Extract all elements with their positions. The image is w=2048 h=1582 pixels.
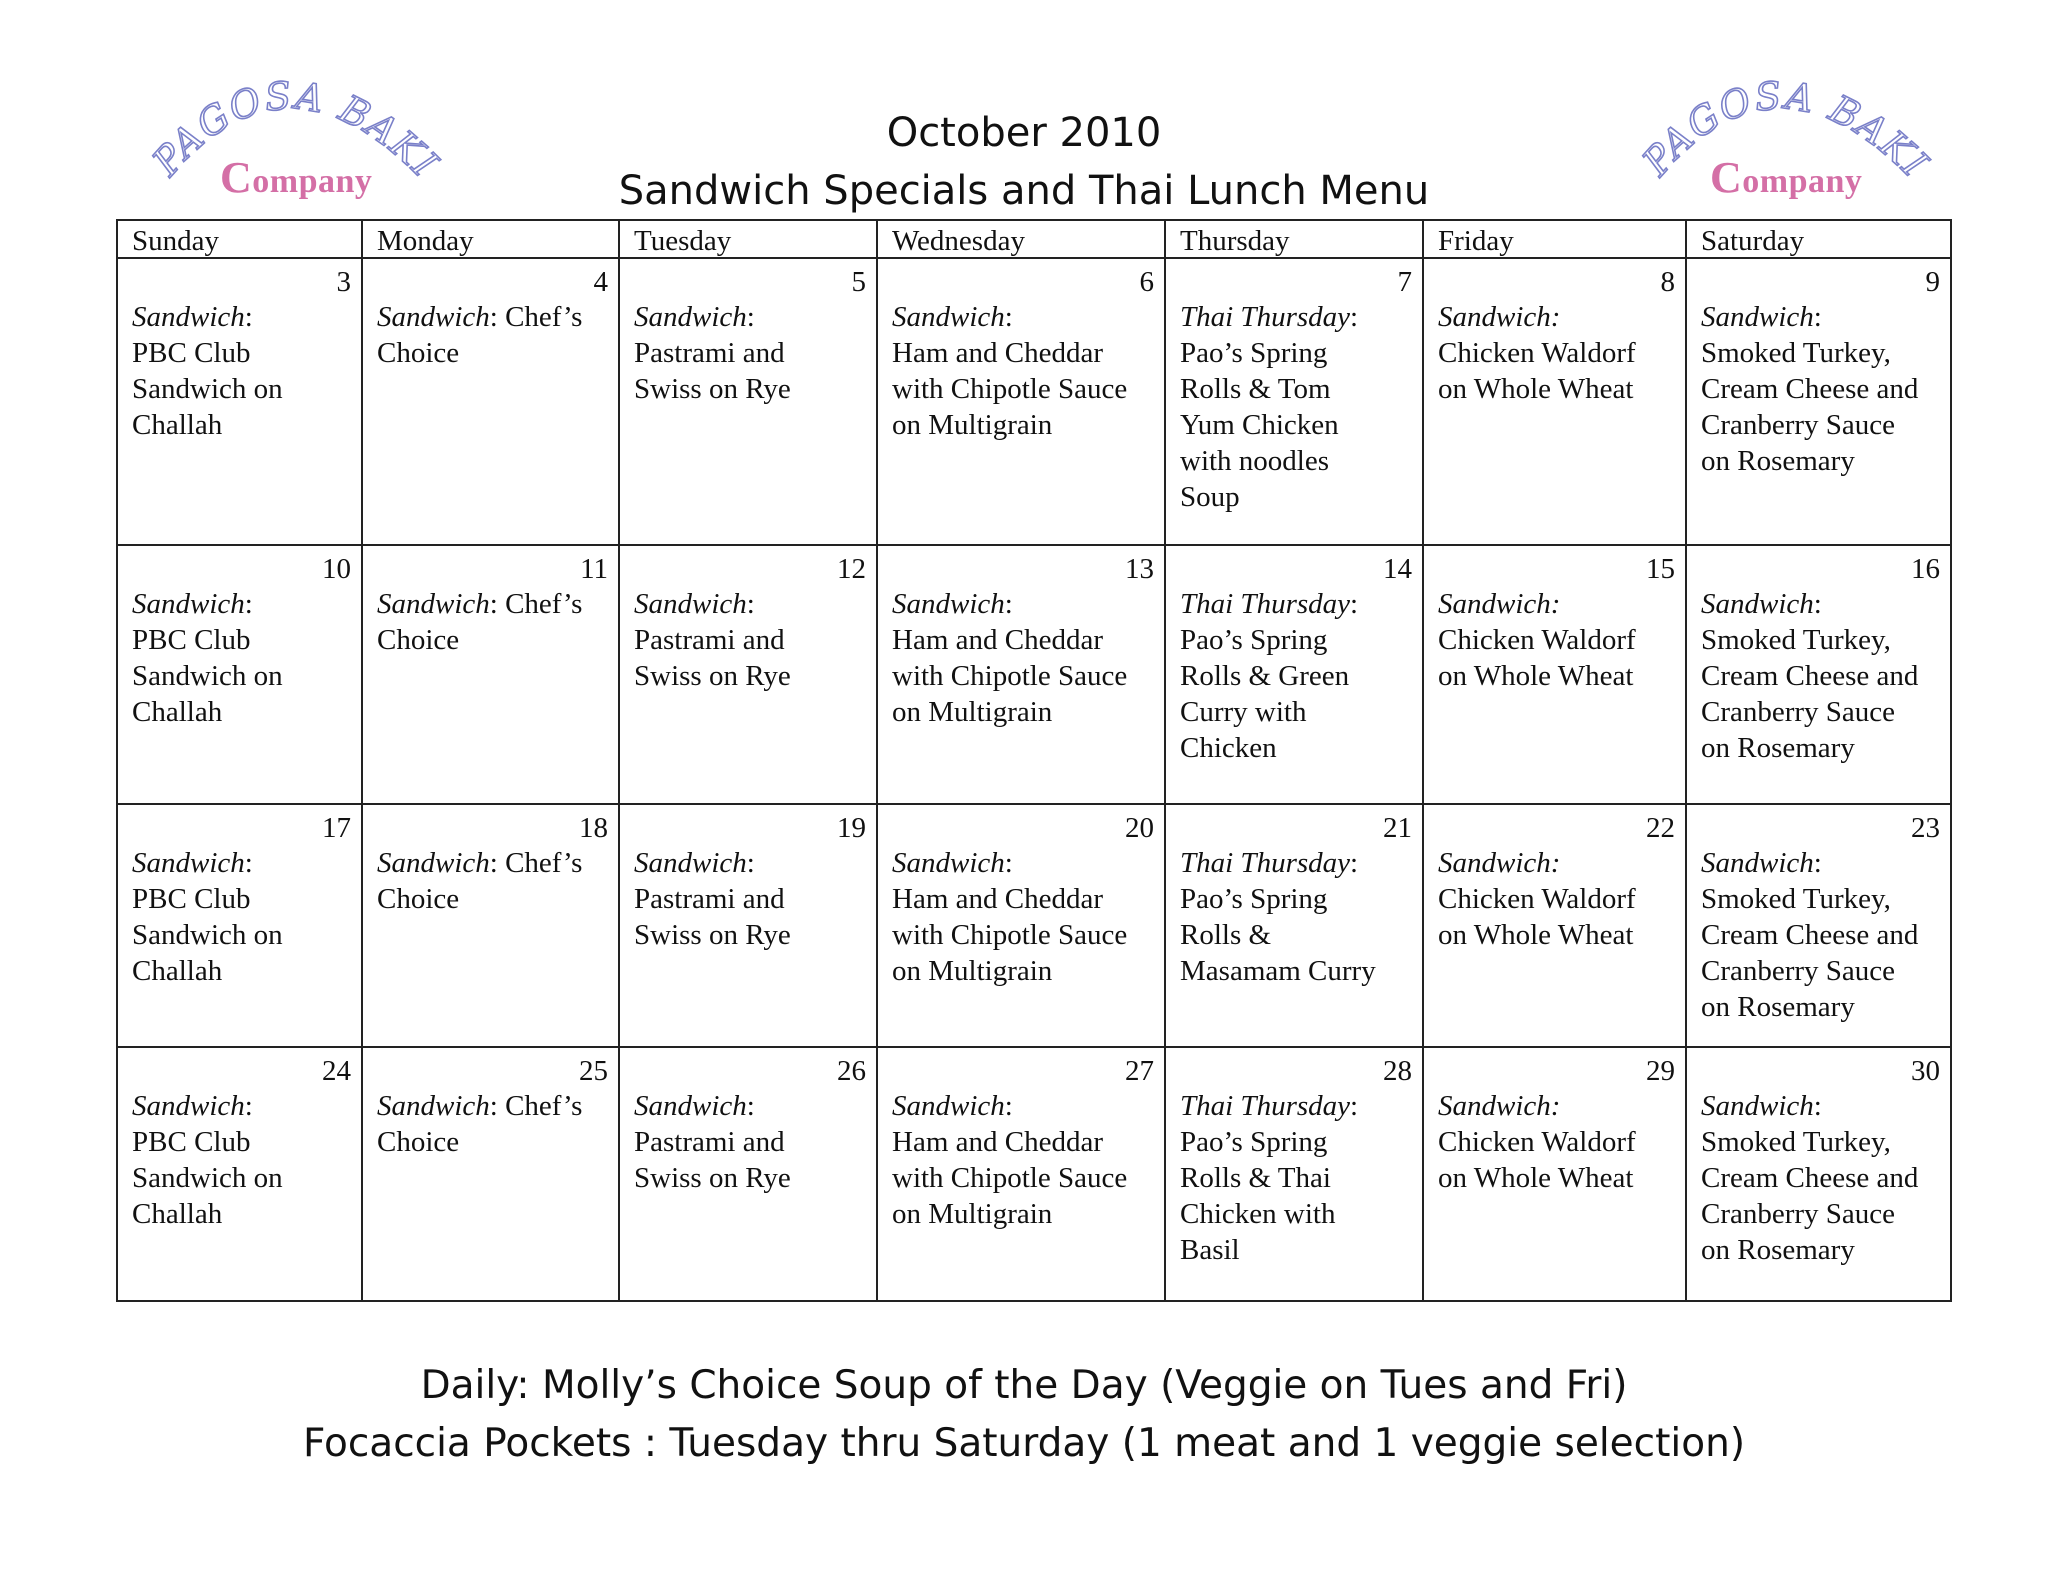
weekday-header-row bbox=[117, 220, 1951, 258]
weekday-header: Thursday bbox=[1165, 220, 1423, 258]
day-number: 7 bbox=[1397, 266, 1412, 298]
day-cell bbox=[877, 1047, 1165, 1301]
special-heading bbox=[377, 586, 608, 622]
special-description: Ham and Cheddar with Chipotle Sauce on Multigrain bbox=[892, 883, 1128, 987]
special-label-suffix: : Chef’s bbox=[489, 588, 583, 620]
special-heading bbox=[1180, 299, 1412, 335]
special-label-suffix: : bbox=[746, 847, 755, 879]
logo-company-text: Company bbox=[1710, 153, 1863, 202]
day-number: 6 bbox=[1139, 266, 1154, 298]
special-heading bbox=[132, 1088, 351, 1124]
day-cell bbox=[362, 1047, 619, 1301]
special-label-suffix: : bbox=[746, 301, 755, 333]
special-label-suffix: : bbox=[1350, 301, 1359, 333]
special-description: Choice bbox=[377, 883, 460, 915]
special-description: Pao’s Spring Rolls & Thai Chicken with Basil bbox=[1180, 1126, 1336, 1266]
special-description: Choice bbox=[377, 624, 460, 656]
day-number: 27 bbox=[1125, 1055, 1154, 1087]
special-label-suffix: : bbox=[746, 588, 755, 620]
special-description: Choice bbox=[377, 337, 460, 369]
special-description: Chicken Waldorf on Whole Wheat bbox=[1438, 624, 1636, 692]
weekday-header: Tuesday bbox=[619, 220, 877, 258]
special-description: Chicken Waldorf on Whole Wheat bbox=[1438, 337, 1636, 405]
page-subtitle: Sandwich Specials and Thai Lunch Menu bbox=[618, 168, 1430, 214]
special-label: Thai Thursday bbox=[1180, 588, 1351, 620]
special-heading bbox=[1701, 1088, 1940, 1124]
special-description: Ham and Cheddar with Chipotle Sauce on Multigrain bbox=[892, 1126, 1128, 1230]
special-description: Smoked Turkey, Cream Cheese and Cranberry Sauce on Rosemary bbox=[1701, 1126, 1919, 1266]
special-label-suffix: : bbox=[1350, 588, 1359, 620]
special-label-suffix: : Chef’s bbox=[489, 1090, 583, 1122]
day-cell bbox=[1165, 1047, 1423, 1301]
day-number: 15 bbox=[1646, 553, 1675, 585]
special-heading bbox=[634, 845, 866, 881]
special-description: Pastrami and Swiss on Rye bbox=[634, 624, 791, 692]
special-label-suffix: : bbox=[1813, 588, 1822, 620]
special-label: Sandwich bbox=[892, 847, 1005, 879]
special-label: Sandwich bbox=[377, 588, 490, 620]
day-number: 11 bbox=[580, 553, 608, 585]
special-description: Ham and Cheddar with Chipotle Sauce on Multigrain bbox=[892, 624, 1128, 728]
day-cell bbox=[117, 545, 362, 804]
special-label: Sandwich bbox=[1701, 1090, 1814, 1122]
special-description: PBC Club Sandwich on Challah bbox=[132, 1126, 283, 1230]
footer-daily-soup: Daily: Molly’s Choice Soup of the Day (Veggie on Tues and Fri) bbox=[420, 1363, 1628, 1408]
special-heading bbox=[1701, 299, 1940, 335]
special-description: Smoked Turkey, Cream Cheese and Cranberry Sauce on Rosemary bbox=[1701, 883, 1919, 1023]
special-label-suffix: : bbox=[1813, 301, 1822, 333]
special-heading bbox=[132, 845, 351, 881]
day-number: 19 bbox=[837, 812, 866, 844]
special-label-suffix: : bbox=[1350, 1090, 1359, 1122]
day-number: 4 bbox=[593, 266, 608, 298]
special-heading bbox=[892, 299, 1154, 335]
day-number: 25 bbox=[579, 1055, 608, 1087]
day-cell bbox=[362, 545, 619, 804]
special-label: Sandwich bbox=[377, 1090, 490, 1122]
day-cell bbox=[1423, 258, 1686, 545]
day-cell bbox=[117, 804, 362, 1047]
special-heading bbox=[1438, 299, 1675, 335]
special-heading bbox=[1438, 1088, 1675, 1124]
day-number: 24 bbox=[322, 1055, 351, 1087]
special-label: Sandwich bbox=[634, 588, 747, 620]
weekday-header: Saturday bbox=[1686, 220, 1951, 258]
special-label: Sandwich bbox=[377, 301, 490, 333]
special-description: Smoked Turkey, Cream Cheese and Cranberry Sauce on Rosemary bbox=[1701, 337, 1919, 477]
day-cell bbox=[877, 804, 1165, 1047]
day-cell bbox=[877, 545, 1165, 804]
day-cell bbox=[877, 258, 1165, 545]
special-label-suffix: : bbox=[244, 1090, 253, 1122]
logo-arc-text: PAGOSA BAKING bbox=[132, 25, 448, 187]
day-number: 8 bbox=[1660, 266, 1675, 298]
special-label: Sandwich bbox=[1701, 301, 1814, 333]
special-label-suffix: : bbox=[244, 588, 253, 620]
day-number: 13 bbox=[1125, 553, 1154, 585]
special-heading bbox=[634, 299, 866, 335]
special-label-suffix: : bbox=[1004, 1090, 1013, 1122]
day-cell bbox=[362, 258, 619, 545]
day-number: 28 bbox=[1383, 1055, 1412, 1087]
weekday-header: Wednesday bbox=[877, 220, 1165, 258]
special-label: Sandwich bbox=[132, 588, 245, 620]
day-cell bbox=[1686, 258, 1951, 545]
special-heading bbox=[1180, 845, 1412, 881]
week-row bbox=[117, 258, 1951, 545]
special-label-suffix: : bbox=[1813, 847, 1822, 879]
day-number: 17 bbox=[322, 812, 351, 844]
day-number: 21 bbox=[1383, 812, 1412, 844]
day-cell bbox=[1686, 804, 1951, 1047]
special-heading bbox=[634, 586, 866, 622]
special-description: Pao’s Spring Rolls & Masamam Curry bbox=[1180, 883, 1376, 987]
special-heading bbox=[892, 1088, 1154, 1124]
special-label-suffix: : bbox=[244, 847, 253, 879]
day-cell bbox=[117, 1047, 362, 1301]
special-label: Sandwich: bbox=[1438, 301, 1561, 333]
special-label: Sandwich bbox=[892, 588, 1005, 620]
special-description: Ham and Cheddar with Chipotle Sauce on Multigrain bbox=[892, 337, 1128, 441]
special-label-suffix: : bbox=[1004, 301, 1013, 333]
day-number: 3 bbox=[336, 266, 351, 298]
day-cell bbox=[1423, 545, 1686, 804]
special-label-suffix: : bbox=[244, 301, 253, 333]
day-cell bbox=[1423, 1047, 1686, 1301]
day-number: 22 bbox=[1646, 812, 1675, 844]
day-cell bbox=[362, 804, 619, 1047]
special-heading bbox=[892, 845, 1154, 881]
special-label: Sandwich: bbox=[1438, 847, 1561, 879]
special-heading bbox=[377, 299, 608, 335]
special-label: Thai Thursday bbox=[1180, 847, 1351, 879]
day-cell bbox=[1686, 545, 1951, 804]
day-cell bbox=[1686, 1047, 1951, 1301]
calendar-table bbox=[116, 219, 1952, 1302]
day-cell bbox=[619, 258, 877, 545]
weekday-header: Friday bbox=[1423, 220, 1686, 258]
special-description: Chicken Waldorf on Whole Wheat bbox=[1438, 1126, 1636, 1194]
special-label: Sandwich: bbox=[1438, 588, 1561, 620]
special-description: PBC Club Sandwich on Challah bbox=[132, 337, 283, 441]
special-heading bbox=[1701, 586, 1940, 622]
special-heading bbox=[377, 845, 608, 881]
special-label: Sandwich bbox=[634, 847, 747, 879]
special-label: Sandwich: bbox=[1438, 1090, 1561, 1122]
special-description: Pastrami and Swiss on Rye bbox=[634, 883, 791, 951]
day-number: 30 bbox=[1911, 1055, 1940, 1087]
day-number: 10 bbox=[322, 553, 351, 585]
special-label: Sandwich bbox=[892, 1090, 1005, 1122]
special-label-suffix: : Chef’s bbox=[489, 301, 583, 333]
special-heading bbox=[132, 586, 351, 622]
special-description: Choice bbox=[377, 1126, 460, 1158]
special-description: Pastrami and Swiss on Rye bbox=[634, 1126, 791, 1194]
special-heading bbox=[1701, 845, 1940, 881]
day-cell bbox=[1165, 258, 1423, 545]
special-label: Sandwich bbox=[892, 301, 1005, 333]
special-description: PBC Club Sandwich on Challah bbox=[132, 624, 283, 728]
special-heading bbox=[1438, 845, 1675, 881]
day-number: 5 bbox=[851, 266, 866, 298]
weekday-header: Sunday bbox=[117, 220, 362, 258]
day-cell bbox=[619, 1047, 877, 1301]
day-cell bbox=[1165, 545, 1423, 804]
logo-arc-text: PAGOSA BAKING bbox=[1622, 25, 1938, 187]
day-number: 26 bbox=[837, 1055, 866, 1087]
special-description: Pao’s Spring Rolls & Tom Yum Chicken with noodles Soup bbox=[1180, 337, 1339, 513]
day-number: 23 bbox=[1911, 812, 1940, 844]
special-label: Sandwich bbox=[132, 301, 245, 333]
week-row bbox=[117, 1047, 1951, 1301]
special-label: Sandwich bbox=[634, 1090, 747, 1122]
day-number: 14 bbox=[1383, 553, 1412, 585]
special-label: Thai Thursday bbox=[1180, 1090, 1351, 1122]
special-label-suffix: : bbox=[1350, 847, 1359, 879]
logo-company-text: Company bbox=[220, 153, 373, 202]
page-title: October 2010 bbox=[886, 110, 1162, 156]
special-description: Chicken Waldorf on Whole Wheat bbox=[1438, 883, 1636, 951]
special-description: Pastrami and Swiss on Rye bbox=[634, 337, 791, 405]
day-number: 29 bbox=[1646, 1055, 1675, 1087]
special-description: Pao’s Spring Rolls & Green Curry with Chicken bbox=[1180, 624, 1350, 764]
special-label-suffix: : bbox=[746, 1090, 755, 1122]
day-cell bbox=[117, 258, 362, 545]
week-row bbox=[117, 804, 1951, 1047]
special-description: Smoked Turkey, Cream Cheese and Cranberry Sauce on Rosemary bbox=[1701, 624, 1919, 764]
week-row bbox=[117, 545, 1951, 804]
special-label-suffix: : bbox=[1813, 1090, 1822, 1122]
special-heading bbox=[634, 1088, 866, 1124]
day-number: 16 bbox=[1911, 553, 1940, 585]
special-heading bbox=[1180, 586, 1412, 622]
day-number: 9 bbox=[1925, 266, 1940, 298]
special-label-suffix: : bbox=[1004, 847, 1013, 879]
special-description: PBC Club Sandwich on Challah bbox=[132, 883, 283, 987]
special-heading bbox=[132, 299, 351, 335]
day-number: 18 bbox=[579, 812, 608, 844]
special-label-suffix: : Chef’s bbox=[489, 847, 583, 879]
footer-focaccia: Focaccia Pockets : Tuesday thru Saturday (1 meat and 1 veggie selection) bbox=[302, 1421, 1746, 1466]
special-label-suffix: : bbox=[1004, 588, 1013, 620]
day-number: 12 bbox=[837, 553, 866, 585]
special-label: Sandwich bbox=[634, 301, 747, 333]
day-number: 20 bbox=[1125, 812, 1154, 844]
special-label: Sandwich bbox=[132, 847, 245, 879]
day-cell bbox=[1423, 804, 1686, 1047]
special-heading bbox=[1180, 1088, 1412, 1124]
special-label: Thai Thursday bbox=[1180, 301, 1351, 333]
special-label: Sandwich bbox=[377, 847, 490, 879]
special-heading bbox=[1438, 586, 1675, 622]
special-label: Sandwich bbox=[1701, 847, 1814, 879]
day-cell bbox=[619, 545, 877, 804]
day-cell bbox=[1165, 804, 1423, 1047]
day-cell bbox=[619, 804, 877, 1047]
weekday-header: Monday bbox=[362, 220, 619, 258]
special-label: Sandwich bbox=[1701, 588, 1814, 620]
special-heading bbox=[892, 586, 1154, 622]
special-label: Sandwich bbox=[132, 1090, 245, 1122]
special-heading bbox=[377, 1088, 608, 1124]
